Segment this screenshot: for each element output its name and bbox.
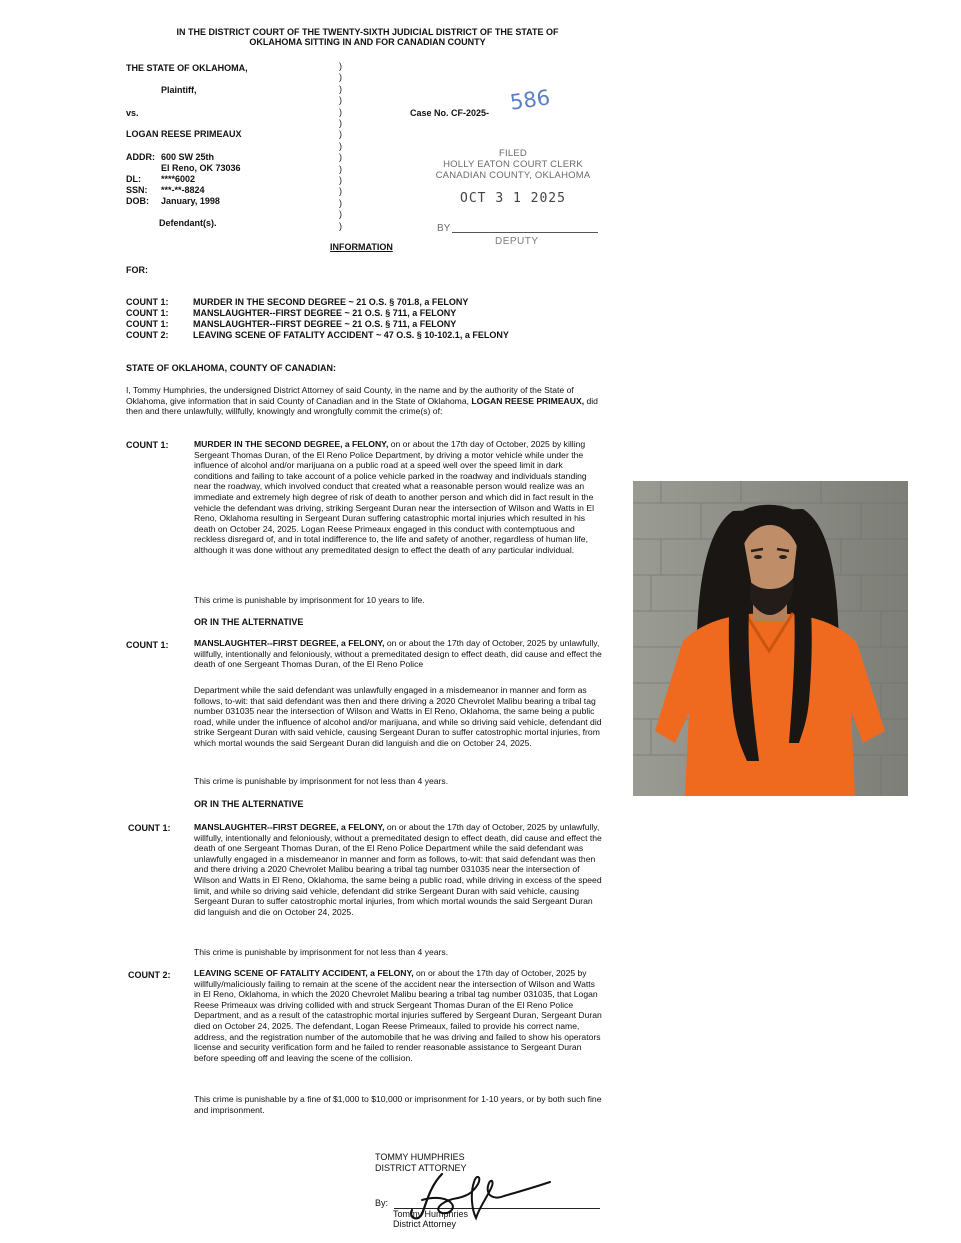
charge-text: MURDER IN THE SECOND DEGREE ~ 21 O.S. § 701.8, a FELONY <box>193 297 469 307</box>
dob-value: January, 1998 <box>161 196 220 206</box>
defendant-booking-photo <box>633 481 908 796</box>
charges-summary <box>126 297 606 341</box>
count-penalty: This crime is punishable by imprisonment for not less than 4 years. <box>194 947 449 957</box>
plaintiff-role: Plaintiff, <box>161 85 197 95</box>
count-heading: MANSLAUGHTER--FIRST DEGREE, a FELONY, <box>194 638 385 648</box>
dob-label: DOB: <box>126 196 149 206</box>
addr-label: ADDR: <box>126 152 155 162</box>
case-number-handwritten: 586 <box>508 85 552 115</box>
ssn-value: ***-**-8824 <box>161 185 205 195</box>
stamp-by-label: BY <box>437 223 451 234</box>
count-paragraph <box>194 638 602 670</box>
ssn-label: SSN: <box>126 185 148 195</box>
stamp-date: OCT 3 1 2025 <box>460 191 566 206</box>
alternative-heading: OR IN THE ALTERNATIVE <box>194 799 304 809</box>
defendant-name: LOGAN REESE PRIMEAUX <box>126 129 242 139</box>
count-label: COUNT 1: <box>126 440 169 450</box>
intro-paragraph <box>126 385 608 417</box>
versus-label: vs. <box>126 108 139 118</box>
charge-count: COUNT 1: <box>126 297 169 307</box>
count-penalty: This crime is punishable by a fine of $1,000 to $10,000 or imprisonment for 1-10 years, or by both such fine and imprisonment. <box>194 1094 602 1115</box>
court-header-line1: IN THE DISTRICT COURT OF THE TWENTY-SIXTH JUDICIAL DISTRICT OF THE STATE OF <box>176 27 559 37</box>
dl-label: DL: <box>126 174 141 184</box>
stamp-county: CANADIAN COUNTY, OKLAHOMA <box>435 170 591 181</box>
filed-stamp <box>418 148 608 204</box>
signature-title-caps: DISTRICT ATTORNEY <box>375 1163 467 1173</box>
signature-name: Tommy Humphries <box>393 1209 469 1219</box>
charge-summary-row <box>126 330 606 341</box>
addr-line2: El Reno, OK 73036 <box>161 163 241 173</box>
charge-text: MANSLAUGHTER--FIRST DEGREE ~ 21 O.S. § 711, a FELONY <box>193 308 457 318</box>
signature-name-caps: TOMMY HUMPHRIES <box>375 1152 465 1162</box>
charge-text: LEAVING SCENE OF FATALITY ACCIDENT ~ 47 O.S. § 10-102.1, a FELONY <box>193 330 509 340</box>
count-label: COUNT 1: <box>128 823 171 833</box>
count-label: COUNT 1: <box>126 640 169 650</box>
count-heading: MANSLAUGHTER--FIRST DEGREE, a FELONY, <box>194 822 385 832</box>
case-number-label: Case No. CF-2025- <box>410 108 490 118</box>
intro-defendant-name: LOGAN REESE PRIMEAUX, <box>471 395 585 406</box>
count-label: COUNT 2: <box>128 970 171 980</box>
court-header <box>130 27 605 47</box>
stamp-filed: FILED <box>499 148 527 159</box>
dl-value: ****6002 <box>161 174 196 184</box>
intro-post: did then and there unlawfully, willfully, knowingly and wrongfully commit the crime(s) of: <box>126 395 598 417</box>
count-paragraph <box>194 968 602 1063</box>
count-heading: MURDER IN THE SECOND DEGREE, a FELONY, <box>194 439 389 449</box>
for-label: FOR: <box>126 265 148 275</box>
addr-line1: 600 SW 25th <box>161 152 215 162</box>
alternative-heading: OR IN THE ALTERNATIVE <box>194 617 304 627</box>
charge-text: MANSLAUGHTER--FIRST DEGREE ~ 21 O.S. § 711, a FELONY <box>193 319 457 329</box>
count-body: on or about the 17th day of October, 2025 by killing Sergeant Thomas Duran, of the El Reno Police Department, by driving a motor vehicle while under the influence of alcohol and/or marijuana on a public road at a speed well over the speed limit in dark conditions and failing to take account of a police vehicle parked in the roadway and individuals standing near the roadway, which involved conduct that created what a reasonable person would realize was an immediate and extremely high degree of risk of death to another person and which did in fact result in the vehicle the defendant was driving, striking Sergeant Duran near the intersection of Wilson and Watts in El Reno, Oklahoma resulting in Sergeant Duran suffering catastrophic mortal injuries which resulted in his death on October 24, 2025. Logan Reese Primeaux engaged in this conduct with contemptuous and reckless disregard of, and in total indifference to, the life and safety of another, regardless of human life, although it was done without any premeditated design to effect the death of any particular individual. <box>194 439 594 555</box>
stamp-clerk: HOLLY EATON COURT CLERK <box>443 159 583 170</box>
count-heading: LEAVING SCENE OF FATALITY ACCIDENT, a FELONY, <box>194 968 414 978</box>
count-body: on or about the 17th day of October, 2025 by willfully/maliciously failing to remain at the scene of the accident near the intersection of Wilson and Watts in El Reno, Oklahoma, in which the 2020 Chevrolet Malibu bearing a tribal tag number 031035, that Logan Reese Primeaux was driving collided with and struck Sergeant Thomas Duran of the El Reno Police Department, and as a result of the catastrophic mortal injuries suffered by Sergeant Duran, Sergeant Duran died on October 24, 2025. The defendant, Logan Reese Primeaux, failed to provide his correct name, address, and the registration number of the automobile that he was driving and failed to show his operators license and security verification form and he failed to render reasonable assistance to Sergeant Duran before speeding off and leaving the scene of the collision. <box>194 968 602 1063</box>
charge-summary-row <box>126 297 606 308</box>
stamp-signature-line <box>452 232 598 233</box>
charge-count: COUNT 2: <box>126 330 169 340</box>
caption-parentheses: ) ) ) ) ) ) ) ) ) ) ) ) ) ) ) <box>339 61 342 231</box>
court-header-line2: OKLAHOMA SITTING IN AND FOR CANADIAN COUNTY <box>249 37 486 47</box>
booking-photo-illustration <box>633 481 908 796</box>
signature-title: District Attorney <box>393 1219 457 1229</box>
defendant-role: Defendant(s). <box>159 218 217 228</box>
count-penalty: This crime is punishable by imprisonment for not less than 4 years. <box>194 776 449 786</box>
plaintiff-name: THE STATE OF OKLAHOMA, <box>126 63 248 73</box>
count-paragraph <box>194 822 602 917</box>
count-body: on or about the 17th day of October, 2025 by unlawfully, willfully, intentionally and feloniously, without a premeditated design to effect death, did cause and effect the death of one Sergeant Thomas Duran, of the El Reno Police <box>194 638 602 670</box>
state-county-heading: STATE OF OKLAHOMA, COUNTY OF CANADIAN: <box>126 363 336 373</box>
count-paragraph <box>194 439 602 556</box>
charge-summary-row <box>126 308 606 319</box>
charge-count: COUNT 1: <box>126 308 169 318</box>
count-body: on or about the 17th day of October, 2025 by unlawfully, willfully, intentionally and feloniously, without a premeditated design to effect death, did cause and effect the death of one Sergeant Thomas Duran, of the El Reno Police Department while the said defendant was unlawfully engaged in a misdemeanor in manner and form as follows, to-wit: that said defendant was then and there driving a 2020 Chevrolet Malibu bearing a tribal tag number 031035 near the intersection of Wilson and Watts in El Reno, Oklahoma, the same being a public road, while driving in excess of the speed limit, and while so driving said vehicle, defendant did strike Sergeant Duran with said vehicle, causing Sergeant Duran to suffer catostrophic mortal injuries, from which mortal wounds the said Sergeant Duran did languish and die on October 24, 2025. <box>194 822 602 917</box>
charge-count: COUNT 1: <box>126 319 169 329</box>
stamp-deputy: DEPUTY <box>495 236 539 247</box>
document-title: INFORMATION <box>330 242 393 252</box>
charge-summary-row <box>126 319 606 330</box>
count-paragraph-continued: Department while the said defendant was unlawfully engaged in a misdemeanor in manner and form as follows, to-wit: that said defendant was then and there driving a 2020 Chevrolet Malibu bearing a tribal tag number 031035 near the intersection of Wilson and Watts in El Reno, Oklahoma, the same being a public road, while under the influence of alcohol and/or marijuana, and while so driving said vehicle, defendant did strike Sergeant Duran with said vehicle, causing Sergeant Duran to suffer catostrophic mortal injuries, from which mortal wounds the said Sergeant Duran did languish and die on October 24, 2025. <box>194 685 602 748</box>
signature-by-label: By: <box>375 1198 389 1208</box>
count-penalty: This crime is punishable by imprisonment for 10 years to life. <box>194 595 425 605</box>
intro-pre: I, Tommy Humphries, the undersigned District Attorney of said County, in the name and by the authority of the State of Oklahoma, give information that in said County of Canadian and in the State of Oklahoma, <box>126 385 574 406</box>
